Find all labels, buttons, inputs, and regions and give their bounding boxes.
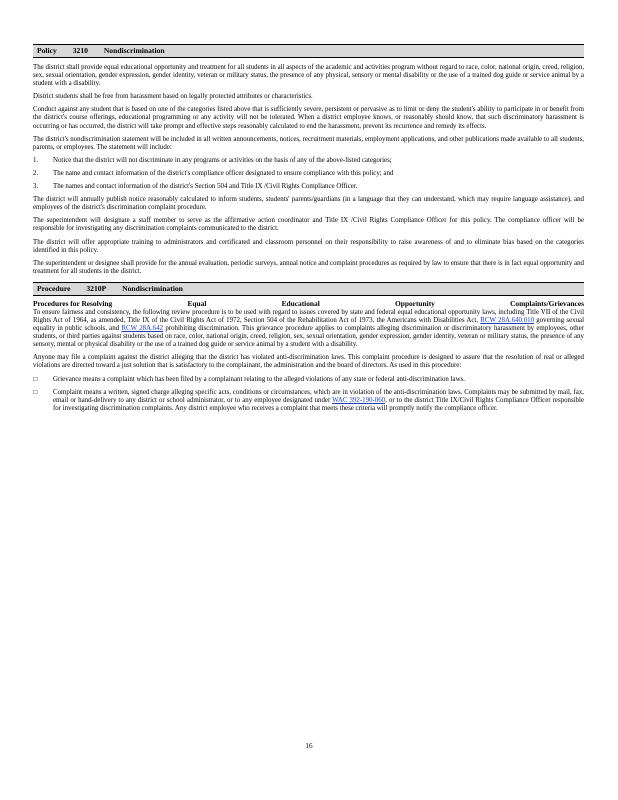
list-text: The name and contact information of the district's compliance officer designated to ensure compliance with this policy; and bbox=[53, 169, 394, 177]
procedure-label: Procedure bbox=[37, 283, 71, 293]
bullet-text-part: , or to the district Title IX/Civil Rights Compliance Officer responsible for investigating discrimination complaints. Any district employee who receives a complaint that meets these criteria will promptly notify the compliance officer. bbox=[53, 396, 584, 412]
document-page bbox=[33, 44, 584, 413]
procedure-title: Nondiscrimination bbox=[122, 283, 183, 293]
policy-title: Nondiscrimination bbox=[103, 46, 165, 55]
paragraph-text: governing sexual equality in public schools, and bbox=[33, 316, 584, 333]
procedure-subheading bbox=[33, 299, 584, 308]
list-item bbox=[33, 157, 584, 165]
bullet-item bbox=[33, 389, 584, 413]
policy-paragraph: The district's nondiscrimination statement will be included in all written announcements, notices, recruitment materials, employment applications, and other publications made available to all students, parents, or employees. The statement will include: bbox=[33, 135, 584, 151]
bullet-item bbox=[33, 376, 584, 384]
bullet-text: Grievance means a complaint which has been filed by a complainant relating to the alleged violations of any state or federal anti-discrimination laws. bbox=[53, 375, 465, 383]
paragraph-text: To ensure fairness and consistency, the following review procedure is to be used with regard to issues covered by state and federal equal educational opportunity laws, including Title VII of the Civil Rights Act of 1964, as amended, Title IX of the Civil Rights Act of 1972, Section 504 of the Rehabilitation Act of 1973, the Americans with Disabilities Act, bbox=[33, 308, 584, 324]
policy-paragraph: The district will annually publish notice reasonably calculated to inform students, students' parents/guardians (in a language that they can understand, which may require language assistance), and employees of the district's discrimination complaint procedure. bbox=[33, 196, 584, 212]
list-number: 3. bbox=[33, 183, 39, 191]
procedure-number: 3210P bbox=[86, 283, 107, 293]
rcw-link[interactable]: RCW 28A.640.010 bbox=[480, 316, 535, 324]
policy-paragraph: The superintendent or designee shall provide for the annual evaluation, periodic surveys, annual notice and complaint procedures as required by law to ensure that there is in fact equal opportunity and treatment for all students in the district. bbox=[33, 259, 584, 275]
subheading-word: Equal bbox=[187, 298, 207, 308]
list-number: 1. bbox=[33, 156, 39, 164]
subheading-word: Educational bbox=[281, 298, 320, 308]
subheading-word: Procedures for Resolving bbox=[33, 298, 113, 308]
policy-label: Policy bbox=[37, 46, 57, 55]
list-text: Notice that the district will not discriminate in any programs or activities on the basis of any of the above-listed categories; bbox=[53, 156, 392, 164]
page-number: 16 bbox=[305, 742, 313, 750]
procedure-paragraph bbox=[33, 309, 584, 349]
policy-paragraph: The district shall provide equal educational opportunity and treatment for all students in all aspects of the academic and activities program without regard to race, color, national origin, creed, religion, sex, sexual orientation, gender expression, gender identity, veteran or military status, the presence of any physical, sensory or mental disability or the use of a trained dog guide or service animal by a student with a disability. bbox=[33, 64, 584, 88]
procedure-paragraph: Anyone may file a complaint against the district alleging that the district has violated anti-discrimination laws. This complaint procedure is designed to assure that the resolution of real or alleged violations are directed toward a just solution that is satisfactory to the complainant, the administration and the board of directors. As used in this procedure: bbox=[33, 354, 584, 370]
procedure-header-bar bbox=[33, 282, 584, 296]
list-number: 2. bbox=[33, 169, 39, 177]
list-item bbox=[33, 183, 584, 191]
list-text: The names and contact information of the district's Section 504 and Title IX /Civil Rights Compliance Officer. bbox=[53, 183, 358, 191]
paragraph-text: prohibiting discrimination. This grievance procedure applies to complaints alleging discrimination or discriminatory harassment by employees, other students, or third parties against students based on race, color, national origin, creed, religion, sex, sexual orientation, gender expression, gender identity, veteran or military status, the presence of any sensory, mental or physical disability or the use of a trained dog guide or service animal by a student with a disability. bbox=[33, 325, 584, 349]
policy-header-bar bbox=[33, 44, 584, 58]
subheading-word: Opportunity bbox=[395, 298, 435, 308]
policy-paragraph: The district will offer appropriate training to administrators and certificated and classroom personnel on their responsibility to raise awareness of and to eliminate bias based on the categories identified in this policy. bbox=[33, 238, 584, 254]
bullet-text-part: Complaint means a written, signed charge alleging specific acts, conditions or circumstances, which are in violation of the anti-discrimination laws. Complaints may be submitted by mail, fax, email or hand-delivery to any district or school administrator, or to any employee designated under bbox=[53, 388, 584, 404]
checkbox-bullet-icon: □ bbox=[33, 388, 38, 396]
checkbox-bullet-icon: □ bbox=[33, 375, 38, 383]
wac-link[interactable]: WAC 392-190-060 bbox=[332, 396, 386, 404]
policy-paragraph: Conduct against any student that is based on one of the categories listed above that is sufficiently severe, persistent or pervasive as to limit or deny the student's ability to participate in or benefit from the district's course offerings, educational programming or any activity will not be tolerated. When a district employee knows, or reasonably should know, that such discriminatory harassment is occurring or has occurred, the district will take prompt and effective steps reasonably calculated to end the harassment, prevent its recurrence and remedy its effects. bbox=[33, 106, 584, 130]
subheading-word: Complaints/Grievances bbox=[510, 298, 584, 308]
policy-number: 3210 bbox=[72, 46, 88, 55]
bullet-text bbox=[53, 389, 584, 413]
policy-paragraph: The superintendent will designate a staff member to serve as the affirmative action coordinator and Title IX /Civil Rights Compliance Officer for this policy. The compliance officer will be responsible for investigating any discrimination complaints communicated to the district. bbox=[33, 217, 584, 233]
policy-paragraph: District students shall be free from harassment based on legally protected attributes or characteristics. bbox=[33, 93, 313, 101]
list-item bbox=[33, 170, 584, 178]
rcw-link[interactable]: RCW 28A.642 bbox=[121, 325, 164, 333]
